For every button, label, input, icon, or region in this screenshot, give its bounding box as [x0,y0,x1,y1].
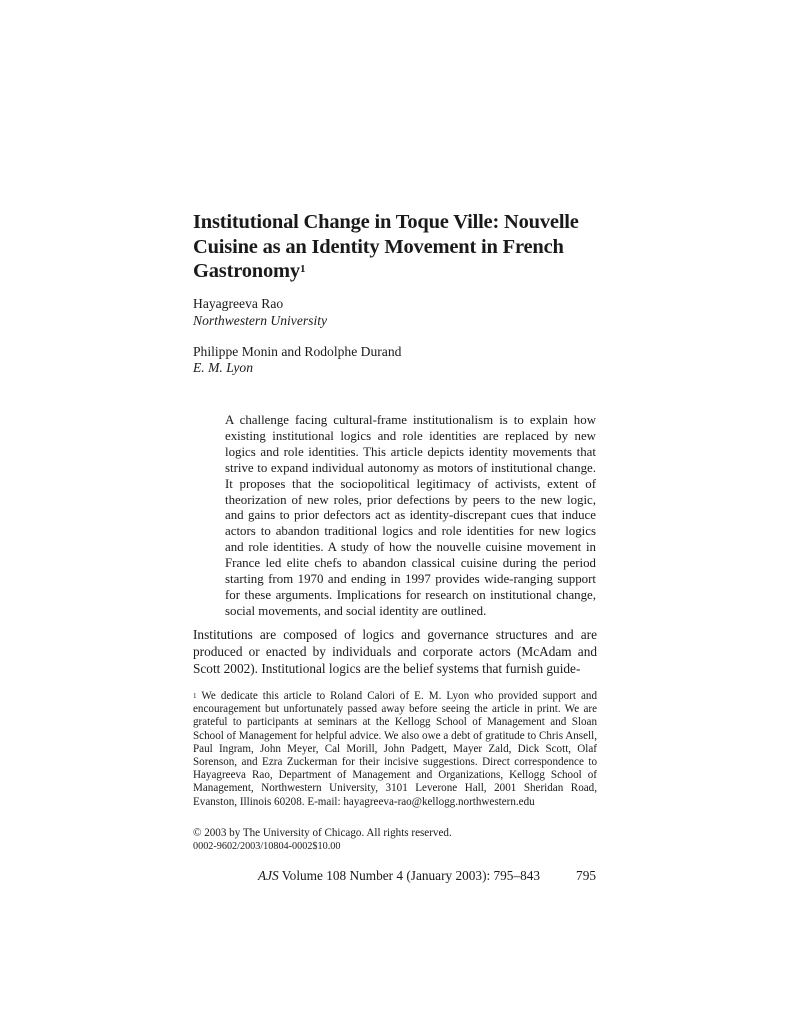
page-number: 795 [576,868,596,883]
title-footnote-mark[interactable]: 1 [299,263,306,276]
author-name-1: Hayagreeva Rao [193,296,284,311]
issn-code: 0002-9602/2003/10804-0002$10.00 [193,841,341,852]
author-name-2: Philippe Monin and Rodolphe Durand [193,344,402,359]
journal-citation [258,867,540,884]
article-title [193,210,613,284]
author-affiliation-1: Northwestern University [193,313,328,328]
author-affiliation-2: E. M. Lyon [193,360,254,375]
footnote [193,690,597,809]
copyright-notice: © 2003 by The University of Chicago. All rights reserved. [193,827,452,839]
abstract: A challenge facing cultural-frame institutionalism is to explain how existing institutional logics and role identities are replaced by new logics and role identities. This article depicts identity movements that strive to expand individual autonomy as motors of institutional change. It proposes that the sociopolitical legitimacy of activists, extent of theorization of new roles, prior defections by peers to the new logic, and gains to prior defectors act as identity-discrepant cues that induce actors to abandon traditional logics and role identities for new logics and role identities. A study of how the nouvelle cuisine movement in France led elite chefs to abandon classical cuisine during the period starting from 1970 and ending in 1997 provides wide-ranging support for these arguments. Implications for research on institutional change, social movements, and social identity are outlined. [225,413,596,618]
footnote-mark: 1 [193,692,197,700]
journal-name: AJS [258,868,279,883]
footnote-text: We dedicate this article to Roland Calori of E. M. Lyon who provided support and encouragement but unfortunately passed away before seeing the article in print. We are grateful to participants at seminars at the Kellogg School of Management and Sloan School of Management for helpful advice. We also owe a debt of gratitude to Chris Ansell, Paul Ingram, John Meyer, Cal Morill, John Padgett, Mayer Zald, Dick Scott, Olaf Sorenson, and Ezra Zuckerman for their incisive suggestions. Direct correspondence to Hayagreeva Rao, Department of Management and Organizations, Kellogg School of Management, Northwestern University, 3101 Leverone Hall, 2001 Sheridan Road, Evanston, Illinois 60208. E-mail: hayagreeva-rao@kellogg.northwestern.edu [193,690,597,808]
article-title-text: Institutional Change in Toque Ville: Nouvelle Cuisine as an Identity Movement in French Gastronomy [193,211,579,283]
volume-citation: Volume 108 Number 4 (January 2003): 795–843 [281,868,541,883]
body-paragraph: Institutions are composed of logics and governance structures and are produced or enacted by individuals and corporate actors (McAdam and Scott 2002). Institutional logics are the belief systems that furnish guide- [193,627,597,677]
running-footer [258,867,596,884]
